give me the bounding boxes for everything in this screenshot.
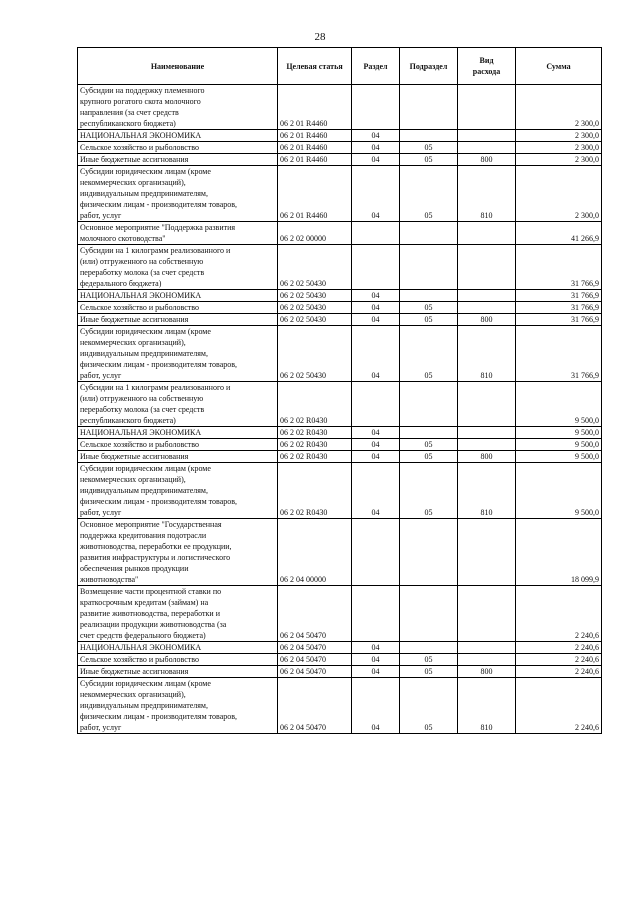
row-section: 04: [352, 314, 400, 326]
row-subsection: 05: [400, 154, 458, 166]
row-expense-type: 810: [458, 166, 516, 222]
row-name: Сельское хозяйство и рыболовство: [78, 142, 278, 154]
row-section: [352, 586, 400, 642]
row-section: 04: [352, 678, 400, 734]
row-target-code: 06 2 02 R0430: [278, 427, 352, 439]
row-target-code: 06 2 04 50470: [278, 642, 352, 654]
row-section: 04: [352, 326, 400, 382]
row-name: Иные бюджетные ассигнования: [78, 314, 278, 326]
row-expense-type: [458, 439, 516, 451]
row-section: 04: [352, 463, 400, 519]
row-amount: 31 766,9: [516, 245, 602, 290]
row-section: [352, 222, 400, 245]
row-name: Сельское хозяйство и рыболовство: [78, 302, 278, 314]
row-target-code: 06 2 02 50430: [278, 314, 352, 326]
table-row: [78, 302, 602, 314]
row-subsection: [400, 290, 458, 302]
row-section: 04: [352, 154, 400, 166]
row-target-code: 06 2 02 R0430: [278, 382, 352, 427]
header-name: Наименование: [78, 48, 278, 85]
table-row: [78, 222, 602, 245]
row-expense-type: [458, 142, 516, 154]
table-row: [78, 326, 602, 382]
row-name: Субсидии юридическим лицам (кроме некоммерческих организаций), индивидуальным предпринимателям, физическим лицам - производителям товаров, работ, услуг: [78, 678, 278, 734]
row-subsection: 05: [400, 439, 458, 451]
row-name: Субсидии юридическим лицам (кроме некоммерческих организаций), индивидуальным предпринимателям, физическим лицам - производителям товаров, работ, услуг: [78, 326, 278, 382]
table-row: [78, 142, 602, 154]
row-name: НАЦИОНАЛЬНАЯ ЭКОНОМИКА: [78, 290, 278, 302]
header-row: [78, 48, 602, 85]
row-subsection: 05: [400, 166, 458, 222]
row-subsection: 05: [400, 678, 458, 734]
table-row: [78, 586, 602, 642]
table-row: [78, 166, 602, 222]
row-amount: 9 500,0: [516, 451, 602, 463]
row-amount: 2 240,6: [516, 678, 602, 734]
row-expense-type: [458, 427, 516, 439]
table-row: [78, 130, 602, 142]
row-section: [352, 245, 400, 290]
row-amount: 31 766,9: [516, 290, 602, 302]
row-amount: 2 300,0: [516, 85, 602, 130]
row-target-code: 06 2 02 50430: [278, 245, 352, 290]
row-name: Субсидии на поддержку племенного крупного рогатого скота молочного направления (за счет средств республиканского бюджета): [78, 85, 278, 130]
row-amount: 9 500,0: [516, 463, 602, 519]
row-expense-type: 800: [458, 451, 516, 463]
table-row: [78, 451, 602, 463]
row-target-code: 06 2 02 50430: [278, 290, 352, 302]
row-section: 04: [352, 654, 400, 666]
row-subsection: [400, 642, 458, 654]
table-row: [78, 314, 602, 326]
row-subsection: [400, 245, 458, 290]
row-expense-type: [458, 302, 516, 314]
row-name: Иные бюджетные ассигнования: [78, 666, 278, 678]
row-name: Сельское хозяйство и рыболовство: [78, 439, 278, 451]
table-row: [78, 245, 602, 290]
row-name: Основное мероприятие "Поддержка развития молочного скотоводства": [78, 222, 278, 245]
table-row: [78, 290, 602, 302]
row-target-code: 06 2 04 50470: [278, 678, 352, 734]
row-amount: 2 300,0: [516, 154, 602, 166]
row-section: 04: [352, 439, 400, 451]
row-target-code: 06 2 01 R4460: [278, 166, 352, 222]
row-amount: 2 300,0: [516, 166, 602, 222]
page-number: 28: [314, 31, 326, 43]
row-subsection: [400, 85, 458, 130]
table-row: [78, 439, 602, 451]
row-amount: 31 766,9: [516, 314, 602, 326]
table-row: [78, 654, 602, 666]
row-expense-type: 810: [458, 678, 516, 734]
row-expense-type: [458, 245, 516, 290]
row-section: 04: [352, 666, 400, 678]
row-subsection: 05: [400, 463, 458, 519]
row-subsection: 05: [400, 314, 458, 326]
row-amount: 31 766,9: [516, 302, 602, 314]
row-section: 04: [352, 290, 400, 302]
row-name: Субсидии на 1 килограмм реализованного и (или) отгруженного на собственную переработку молока (за счет средств федерального бюджета): [78, 245, 278, 290]
row-amount: 18 099,9: [516, 519, 602, 586]
row-target-code: 06 2 01 R4460: [278, 142, 352, 154]
row-amount: 2 240,6: [516, 654, 602, 666]
row-expense-type: 800: [458, 666, 516, 678]
row-section: 04: [352, 642, 400, 654]
table-row: [78, 678, 602, 734]
row-amount: 2 300,0: [516, 142, 602, 154]
row-name: Сельское хозяйство и рыболовство: [78, 654, 278, 666]
row-expense-type: [458, 85, 516, 130]
row-target-code: 06 2 02 00000: [278, 222, 352, 245]
row-target-code: 06 2 01 R4460: [278, 154, 352, 166]
row-expense-type: 800: [458, 314, 516, 326]
row-name: НАЦИОНАЛЬНАЯ ЭКОНОМИКА: [78, 427, 278, 439]
row-target-code: 06 2 02 R0430: [278, 463, 352, 519]
row-subsection: 05: [400, 302, 458, 314]
row-name: Субсидии юридическим лицам (кроме некоммерческих организаций), индивидуальным предпринимателям, физическим лицам - производителям товаров, работ, услуг: [78, 463, 278, 519]
row-name: НАЦИОНАЛЬНАЯ ЭКОНОМИКА: [78, 130, 278, 142]
header-subsection: Подраздел: [400, 48, 458, 85]
row-section: [352, 85, 400, 130]
row-expense-type: [458, 382, 516, 427]
row-subsection: [400, 586, 458, 642]
row-name: Возмещение части процентной ставки по краткосрочным кредитам (займам) на развитие животноводства, переработки и реализации продукции животноводства (за счет средств федерального бюджета): [78, 586, 278, 642]
header-target: Целевая статья: [278, 48, 352, 85]
row-target-code: 06 2 02 R0430: [278, 451, 352, 463]
row-section: 04: [352, 451, 400, 463]
row-section: [352, 519, 400, 586]
row-expense-type: [458, 586, 516, 642]
table-row: [78, 642, 602, 654]
row-section: [352, 382, 400, 427]
row-amount: 9 500,0: [516, 439, 602, 451]
row-amount: 2 240,6: [516, 642, 602, 654]
row-name: НАЦИОНАЛЬНАЯ ЭКОНОМИКА: [78, 642, 278, 654]
row-amount: 31 766,9: [516, 326, 602, 382]
row-section: 04: [352, 427, 400, 439]
row-expense-type: [458, 222, 516, 245]
table-row: [78, 519, 602, 586]
table-row: [78, 463, 602, 519]
row-subsection: [400, 427, 458, 439]
budget-table: [77, 47, 602, 734]
row-expense-type: [458, 290, 516, 302]
row-expense-type: 810: [458, 463, 516, 519]
row-target-code: 06 2 01 R4460: [278, 130, 352, 142]
table-row: [78, 666, 602, 678]
table-row: [78, 382, 602, 427]
row-amount: 2 300,0: [516, 130, 602, 142]
row-target-code: 06 2 04 50470: [278, 586, 352, 642]
row-subsection: [400, 222, 458, 245]
row-expense-type: 810: [458, 326, 516, 382]
row-subsection: 05: [400, 142, 458, 154]
row-target-code: 06 2 02 50430: [278, 326, 352, 382]
row-name: Иные бюджетные ассигнования: [78, 451, 278, 463]
row-section: 04: [352, 302, 400, 314]
row-name: Субсидии на 1 килограмм реализованного и (или) отгруженного на собственную переработку молока (за счет средств республиканского бюджета): [78, 382, 278, 427]
row-section: 04: [352, 130, 400, 142]
row-section: 04: [352, 166, 400, 222]
header-expense-type: Вид расхода: [458, 48, 516, 85]
row-target-code: 06 2 02 R0430: [278, 439, 352, 451]
row-subsection: [400, 130, 458, 142]
table-row: [78, 154, 602, 166]
table-body: [78, 85, 602, 734]
row-target-code: 06 2 04 50470: [278, 654, 352, 666]
row-expense-type: 800: [458, 154, 516, 166]
row-expense-type: [458, 654, 516, 666]
row-name: Субсидии юридическим лицам (кроме некоммерческих организаций), индивидуальным предпринимателям, физическим лицам - производителям товаров, работ, услуг: [78, 166, 278, 222]
row-target-code: 06 2 04 50470: [278, 666, 352, 678]
row-subsection: [400, 382, 458, 427]
row-target-code: 06 2 01 R4460: [278, 85, 352, 130]
table-row: [78, 427, 602, 439]
row-expense-type: [458, 130, 516, 142]
row-amount: 2 240,6: [516, 586, 602, 642]
row-target-code: 06 2 04 00000: [278, 519, 352, 586]
row-amount: 41 266,9: [516, 222, 602, 245]
row-name: Основное мероприятие "Государственная поддержка кредитования подотрасли животноводства, переработки ее продукции, развития инфраструктуры и логистического обеспечения рынков продукции животноводства": [78, 519, 278, 586]
row-subsection: 05: [400, 451, 458, 463]
row-subsection: [400, 519, 458, 586]
row-name: Иные бюджетные ассигнования: [78, 154, 278, 166]
header-section: Раздел: [352, 48, 400, 85]
table-row: [78, 85, 602, 130]
row-amount: 9 500,0: [516, 427, 602, 439]
header-amount: Сумма: [516, 48, 602, 85]
row-subsection: 05: [400, 326, 458, 382]
row-target-code: 06 2 02 50430: [278, 302, 352, 314]
row-subsection: 05: [400, 654, 458, 666]
row-amount: 9 500,0: [516, 382, 602, 427]
row-expense-type: [458, 519, 516, 586]
row-section: 04: [352, 142, 400, 154]
row-subsection: 05: [400, 666, 458, 678]
row-expense-type: [458, 642, 516, 654]
row-amount: 2 240,6: [516, 666, 602, 678]
